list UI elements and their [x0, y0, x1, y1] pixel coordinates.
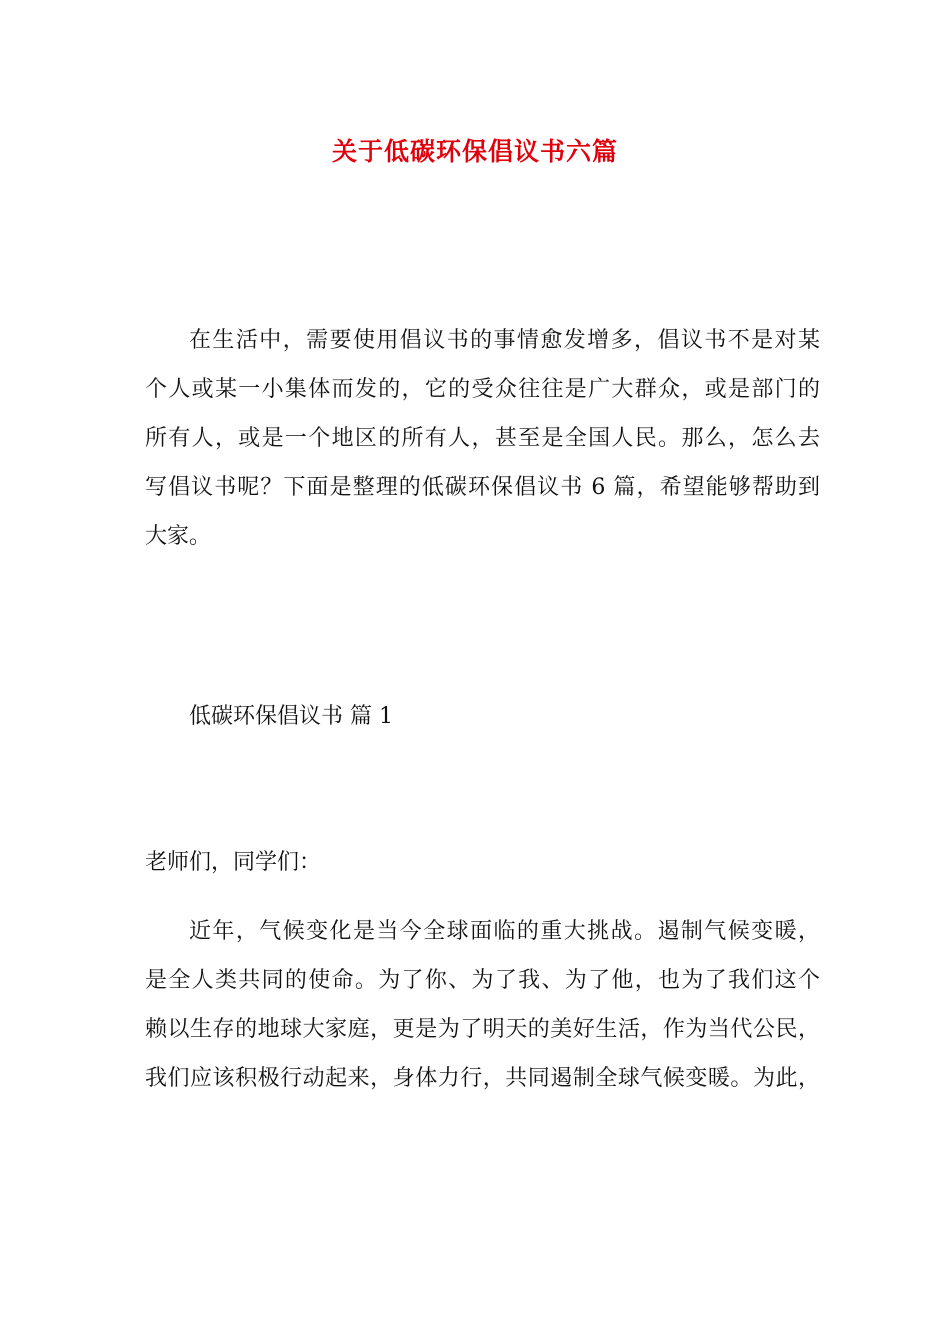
- document-title: 关于低碳环保倡议书六篇: [331, 137, 618, 166]
- body-paragraph: [145, 907, 820, 1103]
- paragraph-line: 赖以生存的地球大家庭，更是为了明天的美好生活，作为当代公民，: [145, 1017, 820, 1042]
- paragraph-line: 是全人类共同的使命。为了你、为了我、为了他，也为了我们这个: [145, 968, 820, 993]
- paragraph-line: 大家。: [145, 524, 212, 549]
- paragraph-line: 写倡议书呢？下面是整理的低碳环保倡议书 6 篇，希望能够帮助到: [145, 475, 820, 500]
- section-heading: 低碳环保倡议书 篇 1: [189, 704, 393, 729]
- intro-paragraph: [145, 316, 820, 561]
- paragraph-line: 所有人，或是一个地区的所有人，甚至是全国人民。那么，怎么去: [145, 426, 820, 451]
- greeting-line: 老师们，同学们：: [145, 850, 322, 875]
- paragraph-line: 我们应该积极行动起来，身体力行，共同遏制全球气候变暖。为此，: [145, 1066, 820, 1091]
- paragraph-line: 在生活中，需要使用倡议书的事情愈发增多，倡议书不是对某: [189, 328, 820, 353]
- paragraph-line: 个人或某一小集体而发的，它的受众往往是广大群众，或是部门的: [145, 377, 820, 402]
- paragraph-line: 近年，气候变化是当今全球面临的重大挑战。遏制气候变暖，: [189, 919, 820, 944]
